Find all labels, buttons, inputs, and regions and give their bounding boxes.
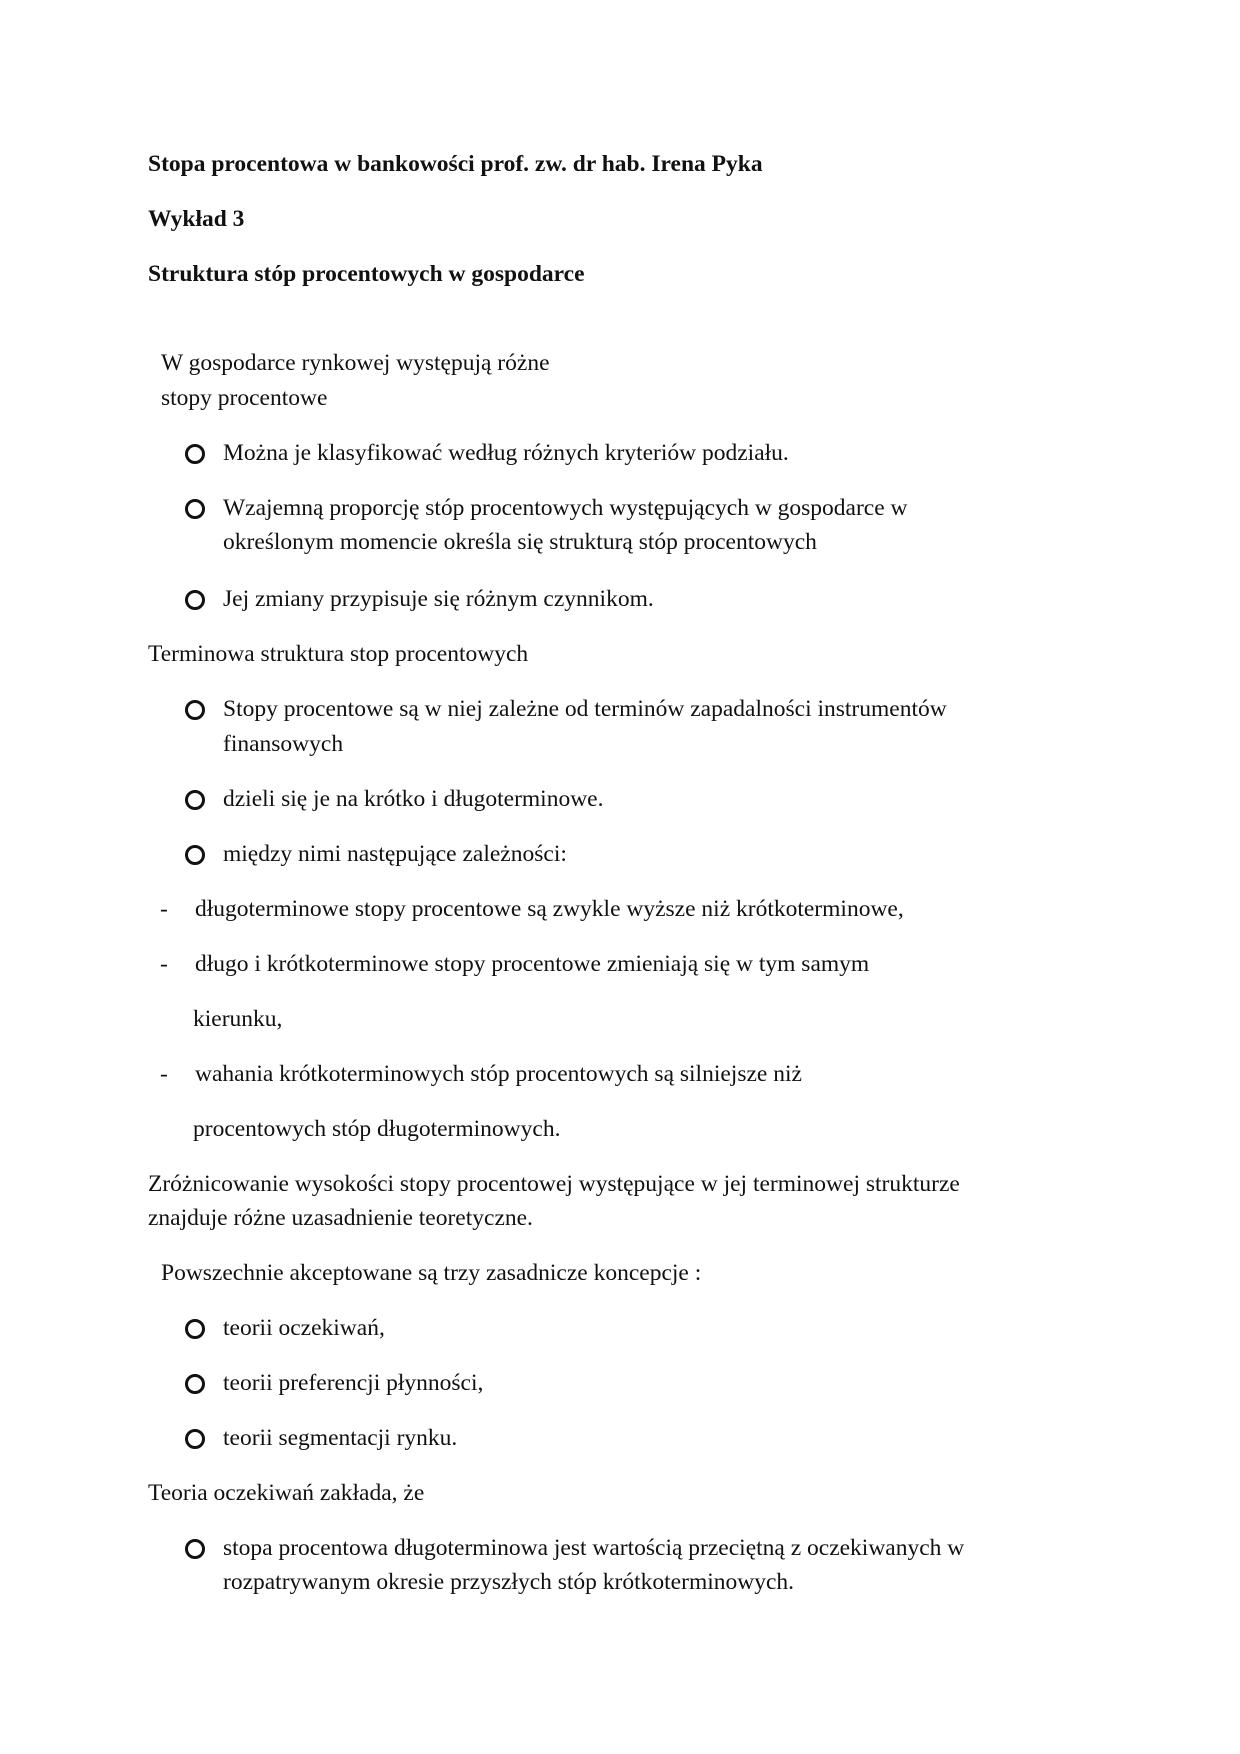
intro-bullet-3: Jej zmiany przypisuje się różnym czynnikom. — [223, 586, 654, 612]
term-bullet-2: dzieli się je na krótko i długoterminowe. — [223, 786, 604, 812]
term-bullet-1-line-2: finansowych — [223, 731, 344, 757]
dash-item-3-line-1: wahania krótkoterminowych stóp procentowych są silniejsze niż — [195, 1061, 802, 1087]
bullet-circle-icon — [185, 845, 205, 865]
lecture-number: Wykład 3 — [148, 206, 245, 232]
concepts-heading: Powszechnie akceptowane są trzy zasadnicze koncepcje : — [161, 1260, 702, 1286]
intro-line-1: W gospodarce rynkowej występują różne — [161, 350, 550, 376]
concept-item-3: teorii segmentacji rynku. — [223, 1425, 458, 1451]
bullet-circle-icon — [185, 444, 205, 464]
lecture-topic: Struktura stóp procentowych w gospodarce — [148, 261, 585, 287]
intro-bullet-1: Można je klasyfikować według różnych kryteriów podziału. — [223, 440, 789, 466]
dash-item-2-line-2: kierunku, — [193, 1006, 283, 1032]
differentiation-line-1: Zróżnicowanie wysokości stopy procentowej występujące w jej terminowej strukturze — [148, 1171, 960, 1197]
term-bullet-1-line-1: Stopy procentowe są w niej zależne od terminów zapadalności instrumentów — [223, 696, 947, 722]
term-structure-heading: Terminowa struktura stop procentowych — [148, 641, 529, 667]
dash-marker: - — [160, 951, 168, 977]
expectations-bullet-line-1: stopa procentowa długoterminowa jest wartością przeciętną z oczekiwanych w — [223, 1535, 965, 1561]
intro-bullet-2-line-2: określonym momencie określa się strukturą stóp procentowych — [223, 529, 817, 555]
concept-item-2: teorii preferencji płynności, — [223, 1370, 484, 1396]
bullet-circle-icon — [185, 1374, 205, 1394]
differentiation-line-2: znajduje różne uzasadnienie teoretyczne. — [148, 1205, 533, 1231]
dash-item-3-line-2: procentowych stóp długoterminowych. — [193, 1116, 561, 1142]
bullet-circle-icon — [185, 499, 205, 519]
intro-line-2: stopy procentowe — [161, 385, 328, 411]
bullet-circle-icon — [185, 1429, 205, 1449]
document-title: Stopa procentowa w bankowości prof. zw. dr hab. Irena Pyka — [148, 151, 763, 177]
intro-bullet-2-line-1: Wzajemną proporcję stóp procentowych występujących w gospodarce w — [223, 495, 908, 521]
dash-item-1: długoterminowe stopy procentowe są zwykle wyższe niż krótkoterminowe, — [195, 896, 904, 922]
concept-item-1: teorii oczekiwań, — [223, 1315, 385, 1341]
expectations-bullet-line-2: rozpatrywanym okresie przyszłych stóp krótkoterminowych. — [223, 1569, 795, 1595]
term-bullet-3: między nimi następujące zależności: — [223, 841, 567, 867]
dash-item-2-line-1: długo i krótkoterminowe stopy procentowe zmieniają się w tym samym — [195, 951, 870, 977]
dash-marker: - — [160, 896, 168, 922]
bullet-circle-icon — [185, 700, 205, 720]
bullet-circle-icon — [185, 1539, 205, 1559]
expectations-heading: Teoria oczekiwań zakłada, że — [148, 1480, 425, 1506]
bullet-circle-icon — [185, 790, 205, 810]
dash-marker: - — [160, 1061, 168, 1087]
bullet-circle-icon — [185, 590, 205, 610]
bullet-circle-icon — [185, 1319, 205, 1339]
